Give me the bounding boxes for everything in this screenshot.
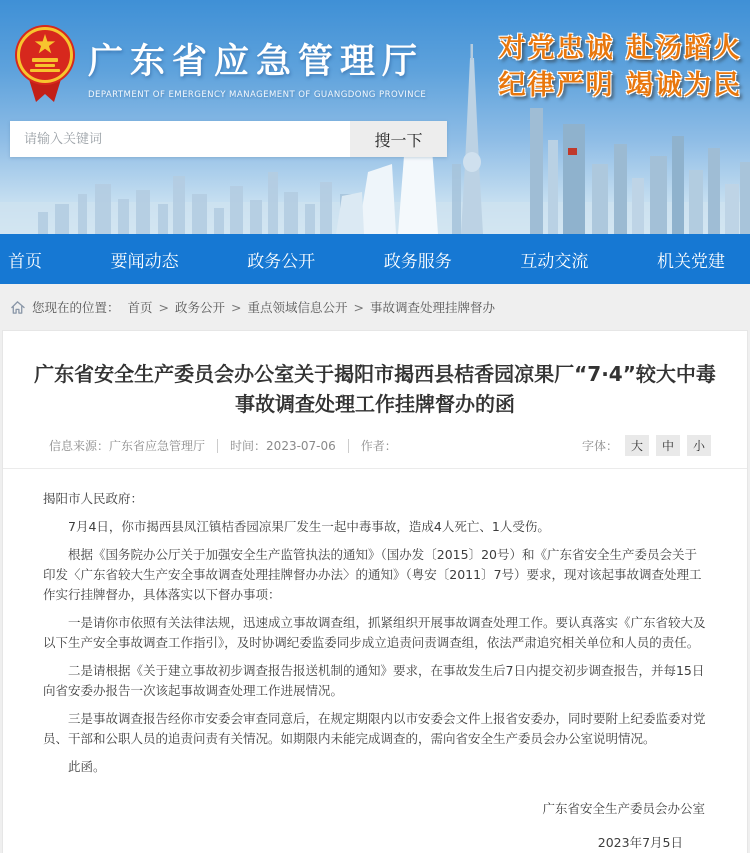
article-salutation: 揭阳市人民政府：: [43, 491, 144, 506]
article-paragraph: 一是请你市依照有关法律法规，迅速成立事故调查组，抓紧组织开展事故调查处理工作。要认真落实《广东省较大及以下生产安全事故调查工作指引》，及时协调纪委监委同步成立追责问责调查组，依法严肃追究相关单位和人员的责任。: [43, 615, 706, 650]
font-size-medium-button[interactable]: 中: [656, 435, 680, 456]
breadcrumb: [0, 284, 750, 330]
article-paragraph: 二是请根据《关于建立事故初步调查报告报送机制的通知》要求，在事故发生后7日内提交初步调查报告，并每15日向省安委办报告一次该起事故调查处理工作进展情况。: [43, 663, 705, 698]
agency-name: 广东省应急管理厅: [88, 42, 425, 82]
meta-divider: [348, 439, 349, 453]
breadcrumb-separator: >: [158, 299, 170, 315]
search-bar: [10, 121, 447, 157]
agency-name-english: DEPARTMENT OF EMERGENCY MANAGEMENT OF GUANGDONG PROVINCE: [88, 90, 427, 100]
article-paragraph: 根据《国务院办公厅关于加强安全生产监管执法的通知》（国办发〔2015〕20号）和《广东省安全生产委员会关于印发〈广东省较大生产安全事故调查处理挂牌督办办法〉的通知》（粤安〔2011〕7号）要求，现对该起事故调查处理工作实行挂牌督办，具体落实以下督办事项：: [43, 547, 702, 602]
article-meta-bar: [3, 435, 747, 469]
meta-time-label: 时间：: [230, 439, 267, 453]
national-emblem-logo: [14, 24, 76, 108]
slogan-line-1: 对党忠诚 赴汤蹈火: [498, 33, 742, 64]
article-closing: 此函。: [68, 759, 106, 774]
meta-author-label: 作者：: [360, 439, 397, 453]
meta-divider: [217, 439, 218, 453]
breadcrumb-item-supervision[interactable]: 事故调查处理挂牌督办: [370, 300, 496, 315]
meta-source-label: 信息来源：: [49, 439, 110, 453]
breadcrumb-item-key-info[interactable]: 重点领域信息公开: [247, 300, 348, 315]
nav-item-gov-services[interactable]: 政务服务: [383, 251, 452, 272]
article-body: [3, 469, 747, 853]
nav-item-interaction[interactable]: 互动交流: [520, 251, 589, 272]
meta-time-value: 2023-07-06: [266, 439, 336, 453]
breadcrumb-item-home[interactable]: 首页: [127, 300, 153, 315]
breadcrumb-separator: >: [353, 299, 365, 315]
nav-item-home[interactable]: 首页: [8, 251, 42, 272]
font-size-small-button[interactable]: 小: [687, 435, 711, 456]
nav-item-gov-disclosure[interactable]: 政务公开: [247, 251, 316, 272]
article-title: 广东省安全生产委员会办公室关于揭阳市揭西县桔香园凉果厂“7·4”较大中毒事故调查处理工作挂牌督办的函: [34, 362, 716, 416]
site-header-banner: [0, 0, 750, 234]
slogan-block: [499, 30, 742, 104]
content-panel: [2, 330, 748, 853]
article-paragraph: 7月4日，你市揭西县凤江镇桔香园凉果厂发生一起中毒事故，造成4人死亡、1人受伤。: [68, 519, 550, 534]
font-size-large-button[interactable]: 大: [625, 435, 649, 456]
article-paragraph: 三是事故调查报告经你市安委会审查同意后，在规定期限内以市安委会文件上报省安委办，同时要附上纪委监委对党员、干部和公职人员的追责问责有关情况。如期限内未能完成调查的，需向省安全生产委员会办公室说明情况。: [43, 711, 706, 746]
meta-source: [49, 437, 205, 454]
font-size-control: [582, 435, 711, 456]
article-date: 2023年7月5日: [597, 835, 683, 850]
breadcrumb-prefix: 您现在的位置：: [32, 300, 120, 315]
slogan-line-2: 纪律严明 竭诚为民: [498, 70, 742, 101]
font-size-label: 字体：: [581, 439, 618, 453]
agency-title-block: [88, 34, 426, 100]
nav-item-party-building[interactable]: 机关党建: [656, 251, 725, 272]
nav-item-news[interactable]: 要闻动态: [110, 251, 179, 272]
meta-time: [230, 437, 336, 454]
search-input[interactable]: [10, 121, 350, 157]
breadcrumb-item-gov-disclosure[interactable]: 政务公开: [175, 300, 226, 315]
main-nav: [0, 234, 750, 284]
home-icon: [10, 300, 25, 315]
search-button[interactable]: 搜一下: [350, 121, 447, 157]
breadcrumb-separator: >: [231, 299, 242, 315]
article-signature: 广东省安全生产委员会办公室: [542, 801, 705, 816]
meta-source-value: 广东省应急管理厅: [109, 439, 206, 453]
